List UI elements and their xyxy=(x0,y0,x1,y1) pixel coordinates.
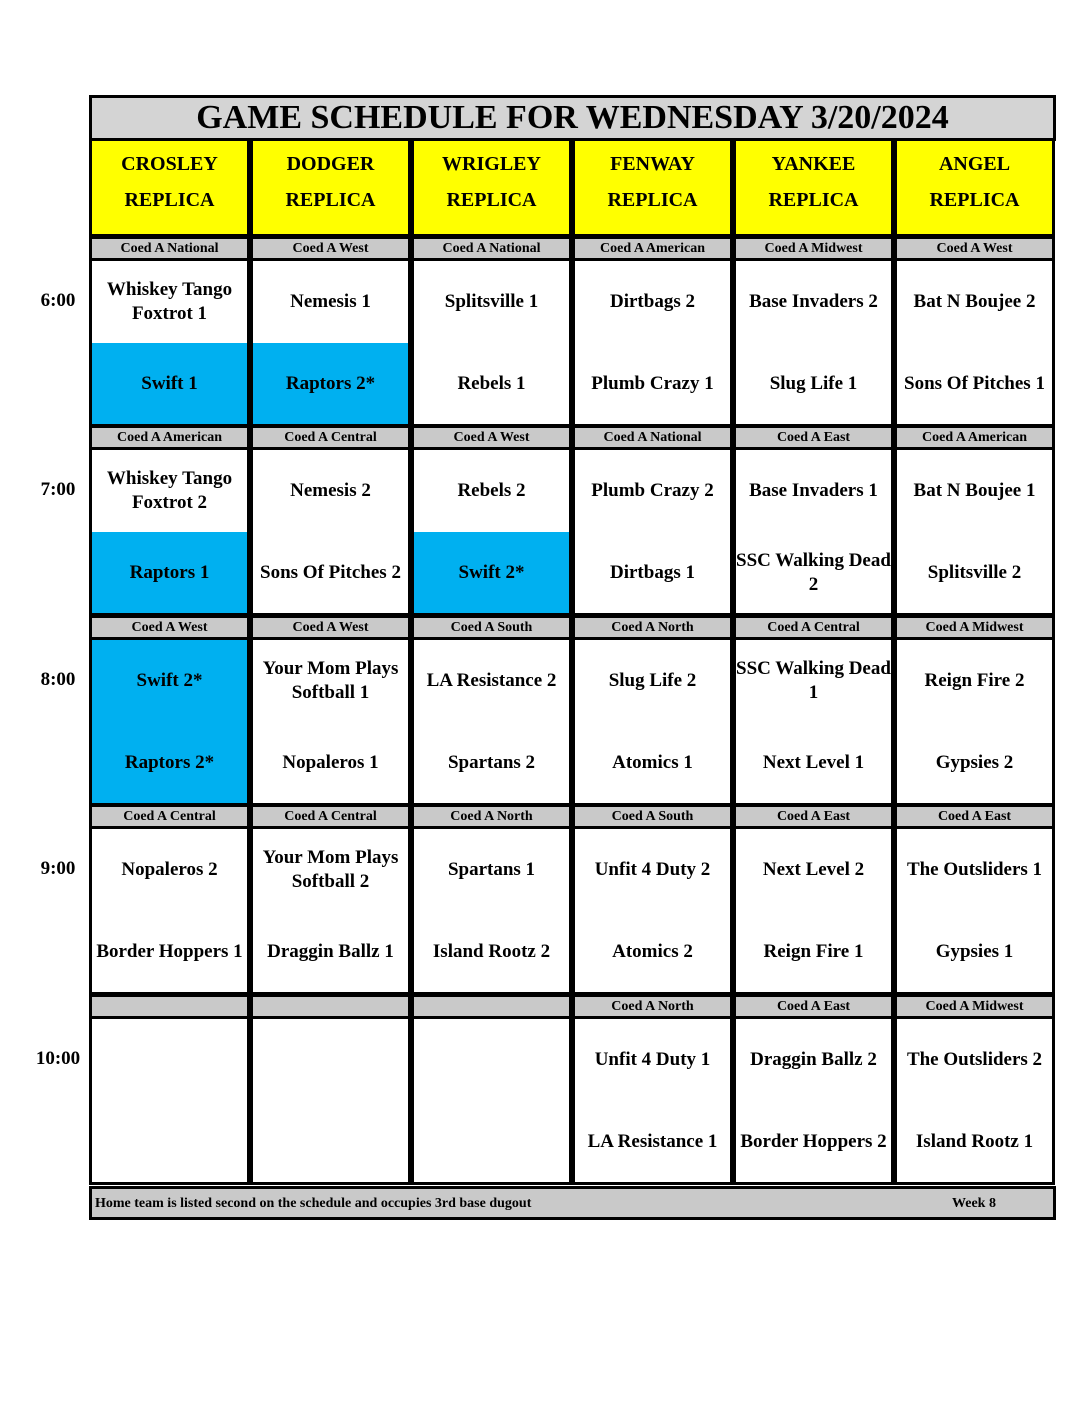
division-label: Coed A Central xyxy=(89,805,250,829)
division-label: Coed A East xyxy=(733,426,894,450)
division-label xyxy=(411,995,572,1019)
away-team: Rebels 2 xyxy=(457,480,526,501)
home-team: Island Rootz 2 xyxy=(432,941,551,962)
away-team: Bat N Boujee 2 xyxy=(913,291,1036,312)
division-label: Coed A National xyxy=(89,237,250,261)
away-team: LA Resistance 2 xyxy=(426,670,557,691)
time-label: 6:00 xyxy=(40,290,76,311)
division-label: Coed A West xyxy=(894,237,1055,261)
field-name: WRIGLEY xyxy=(442,153,541,175)
game-cell xyxy=(89,829,250,993)
away-team: Reign Fire 2 xyxy=(924,670,1025,691)
game-cell xyxy=(411,450,572,614)
game-cell xyxy=(411,1019,572,1183)
game-cell xyxy=(572,640,733,804)
away-team: Nemesis 2 xyxy=(290,480,371,501)
division-label: Coed A North xyxy=(411,805,572,829)
field-name: CROSLEY xyxy=(121,153,218,175)
home-team: Sons Of Pitches 1 xyxy=(904,373,1045,394)
division-label: Coed A National xyxy=(411,237,572,261)
home-team: Raptors 2* xyxy=(92,722,247,804)
away-team: Slug Life 2 xyxy=(608,670,697,691)
home-team: Raptors 1 xyxy=(92,532,247,614)
away-team: Splitsville 1 xyxy=(444,291,539,312)
division-label: Coed A South xyxy=(572,805,733,829)
home-team: Plumb Crazy 1 xyxy=(591,373,714,394)
game-cell xyxy=(894,450,1055,614)
field-name: YANKEE xyxy=(771,153,856,175)
home-team xyxy=(253,1101,408,1183)
game-cell xyxy=(411,829,572,993)
home-team xyxy=(414,1101,569,1183)
field-subtitle: REPLICA xyxy=(446,189,537,211)
away-team: Unfit 4 Duty 2 xyxy=(594,859,711,880)
field-header-crosley xyxy=(89,141,250,237)
home-team: Rebels 1 xyxy=(457,373,526,394)
division-label: Coed A Midwest xyxy=(733,237,894,261)
home-team: Gypsies 1 xyxy=(935,941,1014,962)
game-cell xyxy=(411,261,572,425)
field-header-wrigley xyxy=(411,141,572,237)
away-team: Whiskey Tango Foxtrot 1 xyxy=(106,279,233,324)
division-label: Coed A Central xyxy=(733,616,894,640)
away-team: Next Level 2 xyxy=(762,859,865,880)
cell-divider xyxy=(250,1182,411,1185)
home-team: Gypsies 2 xyxy=(935,752,1014,773)
home-team: Swift 1 xyxy=(92,343,247,425)
away-team: Base Invaders 1 xyxy=(749,480,878,501)
division-label: Coed A East xyxy=(733,805,894,829)
division-label: Coed A American xyxy=(894,426,1055,450)
away-team xyxy=(414,1019,569,1101)
home-team: Border Hoppers 1 xyxy=(96,941,243,962)
away-team: Your Mom Plays Softball 2 xyxy=(262,847,399,892)
field-name: ANGEL xyxy=(938,153,1011,175)
division-label: Coed A North xyxy=(572,995,733,1019)
away-team: Unfit 4 Duty 1 xyxy=(594,1049,711,1070)
footer-bar xyxy=(89,1186,1056,1220)
home-team: Splitsville 2 xyxy=(927,562,1022,583)
division-label: Coed A South xyxy=(411,616,572,640)
game-cell xyxy=(733,261,894,425)
home-team: Slug Life 1 xyxy=(769,373,858,394)
division-label: Coed A American xyxy=(89,426,250,450)
page-title: GAME SCHEDULE FOR WEDNESDAY 3/20/2024 xyxy=(89,95,1056,141)
cell-divider xyxy=(89,1182,250,1185)
home-team: Sons Of Pitches 2 xyxy=(260,562,401,583)
home-team: Island Rootz 1 xyxy=(915,1131,1034,1152)
division-label: Coed A Central xyxy=(250,426,411,450)
away-team: Whiskey Tango Foxtrot 2 xyxy=(106,468,233,513)
field-subtitle: REPLICA xyxy=(607,189,698,211)
home-team: Atomics 1 xyxy=(612,752,693,773)
game-cell xyxy=(894,829,1055,993)
division-label: Coed A Midwest xyxy=(894,616,1055,640)
division-label xyxy=(250,995,411,1019)
division-label: Coed A National xyxy=(572,426,733,450)
division-label: Coed A North xyxy=(572,616,733,640)
away-team: Plumb Crazy 2 xyxy=(591,480,714,501)
away-team xyxy=(253,1019,408,1101)
away-team: Your Mom Plays Softball 1 xyxy=(262,658,399,703)
division-label xyxy=(89,995,250,1019)
division-label: Coed A East xyxy=(894,805,1055,829)
division-label: Coed A West xyxy=(250,616,411,640)
home-team: Atomics 2 xyxy=(612,941,693,962)
away-team: Nopaleros 2 xyxy=(121,859,218,880)
time-label: 10:00 xyxy=(35,1048,81,1069)
field-subtitle: REPLICA xyxy=(929,189,1020,211)
footer-note: Home team is listed second on the schedule and occupies 3rd base dugout xyxy=(95,1196,532,1211)
away-team xyxy=(92,1019,247,1101)
division-label: Coed A West xyxy=(89,616,250,640)
game-cell xyxy=(250,640,411,804)
game-cell xyxy=(250,261,411,425)
away-team: Swift 2* xyxy=(92,640,247,722)
home-team: Spartans 2 xyxy=(447,752,536,773)
game-cell xyxy=(572,829,733,993)
away-team: Nemesis 1 xyxy=(290,291,371,312)
field-header-yankee xyxy=(733,141,894,237)
home-team: Swift 2* xyxy=(414,532,569,614)
game-cell xyxy=(894,640,1055,804)
away-team: The Outsliders 1 xyxy=(906,859,1043,880)
game-cell xyxy=(572,261,733,425)
home-team: SSC Walking Dead 2 xyxy=(736,550,891,595)
cell-divider xyxy=(894,1182,1055,1185)
division-label: Coed A West xyxy=(411,426,572,450)
game-cell xyxy=(733,829,894,993)
away-team: Spartans 1 xyxy=(447,859,536,880)
home-team: Dirtbags 1 xyxy=(610,562,695,583)
game-cell xyxy=(89,450,250,614)
game-cell xyxy=(733,640,894,804)
home-team: Raptors 2* xyxy=(253,343,408,425)
division-label: Coed A West xyxy=(250,237,411,261)
game-cell xyxy=(572,450,733,614)
field-subtitle: REPLICA xyxy=(285,189,376,211)
game-cell xyxy=(89,261,250,425)
home-team: Next Level 1 xyxy=(762,752,865,773)
cell-divider xyxy=(572,1182,733,1185)
home-team: LA Resistance 1 xyxy=(587,1131,718,1152)
time-label: 9:00 xyxy=(40,858,76,879)
home-team: Nopaleros 1 xyxy=(282,752,379,773)
game-cell xyxy=(572,1019,733,1183)
cell-divider xyxy=(733,1182,894,1185)
division-label: Coed A American xyxy=(572,237,733,261)
division-label: Coed A East xyxy=(733,995,894,1019)
away-team: The Outsliders 2 xyxy=(906,1049,1043,1070)
field-subtitle: REPLICA xyxy=(124,189,215,211)
game-cell xyxy=(894,261,1055,425)
away-team: Base Invaders 2 xyxy=(749,291,878,312)
home-team xyxy=(92,1101,247,1183)
division-label: Coed A Midwest xyxy=(894,995,1055,1019)
week-label: Week 8 xyxy=(952,1196,996,1211)
away-team: Dirtbags 2 xyxy=(610,291,695,312)
away-team: Bat N Boujee 1 xyxy=(913,480,1036,501)
field-name: DODGER xyxy=(286,153,375,175)
game-cell xyxy=(89,640,250,804)
home-team: Reign Fire 1 xyxy=(763,941,864,962)
field-header-dodger xyxy=(250,141,411,237)
game-cell xyxy=(250,1019,411,1183)
field-header-angel xyxy=(894,141,1055,237)
field-subtitle: REPLICA xyxy=(768,189,859,211)
division-label: Coed A Central xyxy=(250,805,411,829)
time-label: 8:00 xyxy=(40,669,76,690)
game-cell xyxy=(733,450,894,614)
home-team: Draggin Ballz 1 xyxy=(267,941,394,962)
game-cell xyxy=(894,1019,1055,1183)
away-team: Draggin Ballz 2 xyxy=(750,1049,877,1070)
field-name: FENWAY xyxy=(610,153,695,175)
game-cell xyxy=(411,640,572,804)
away-team: SSC Walking Dead 1 xyxy=(736,658,891,703)
game-cell xyxy=(89,1019,250,1183)
game-cell xyxy=(733,1019,894,1183)
game-cell xyxy=(250,450,411,614)
home-team: Border Hoppers 2 xyxy=(740,1131,887,1152)
field-header-fenway xyxy=(572,141,733,237)
time-label: 7:00 xyxy=(40,479,76,500)
cell-divider xyxy=(411,1182,572,1185)
game-cell xyxy=(250,829,411,993)
